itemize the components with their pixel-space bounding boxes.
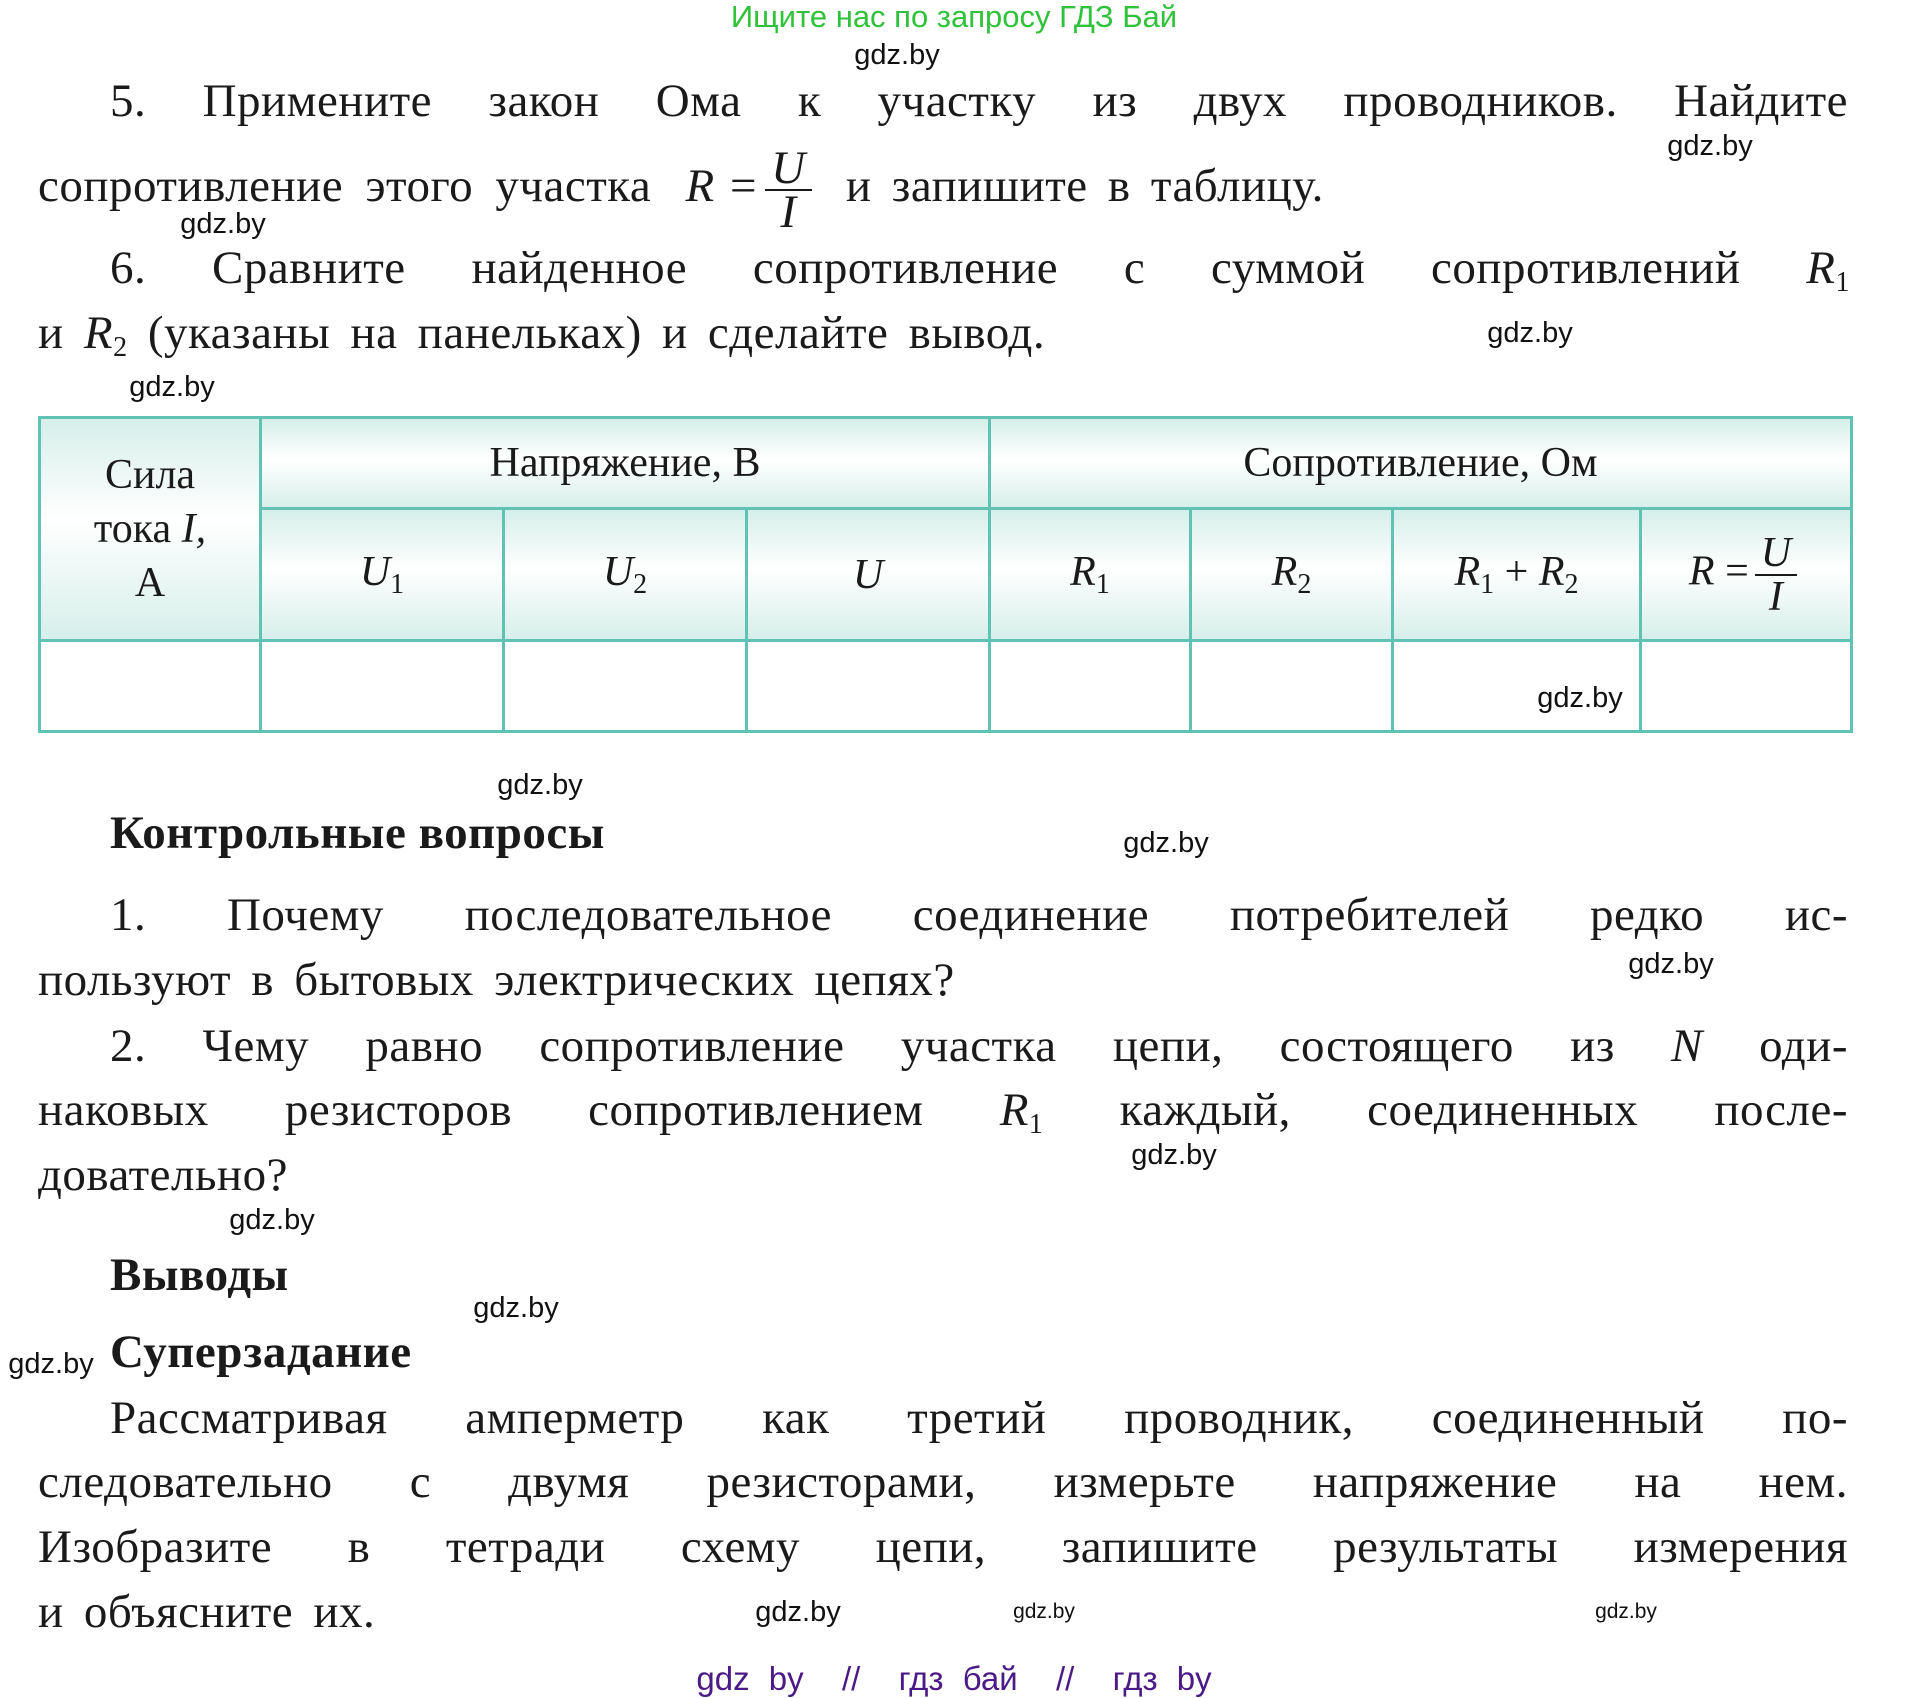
task6-line1 xyxy=(110,236,1850,300)
header-u1: $U_1$ xyxy=(261,509,504,641)
search-banner: Ищите нас по запросу ГДЗ Бай xyxy=(730,0,1178,34)
watermark: gdz.by xyxy=(8,1348,94,1380)
supertask-line1: Рассматривая амперметр как третий проводник, соединенный по- xyxy=(110,1392,1848,1444)
task6-line2 xyxy=(38,301,1848,365)
supertask-heading: Суперзадание xyxy=(110,1326,412,1378)
header-current: Сила тока I, A xyxy=(40,418,261,641)
task6-and: и xyxy=(38,307,64,359)
watermark: gdz.by xyxy=(1628,948,1714,980)
supertask-line2: следовательно с двумя резисторами, измерьте напряжение на нем. xyxy=(38,1456,1848,1508)
supertask-line3: Изобразите в тетради схему цепи, запишите результаты измерения xyxy=(38,1521,1848,1573)
supertask-line4: и объясните их. xyxy=(38,1586,376,1638)
q2-line1: 2. Чему равно сопротивление участка цепи, состоящего из N оди- xyxy=(110,1020,1849,1072)
cell-r2[interactable] xyxy=(1191,641,1393,732)
header-r1: $R_1$ xyxy=(990,509,1191,641)
cell-r-formula[interactable] xyxy=(1641,641,1852,732)
cell-u2[interactable] xyxy=(504,641,747,732)
header-r2: $R_2$ xyxy=(1191,509,1393,641)
r2-symbol: $R_2$ xyxy=(83,307,128,363)
watermark: gdz.by xyxy=(1595,1600,1657,1623)
q1-line2: пользуют в бытовых электрических цепях? xyxy=(38,954,955,1006)
r1-symbol: $R_1$ xyxy=(1806,242,1850,298)
cell-u[interactable] xyxy=(747,641,990,732)
header-r-sum: $R_1 + R_2$ xyxy=(1393,509,1641,641)
q1-line1: 1. Почему последовательное соединение потребителей редко ис- xyxy=(110,889,1848,941)
watermark: gdz.by xyxy=(1487,317,1573,349)
header-r-formula: R = $\frac{U}{I}$ xyxy=(1641,509,1852,641)
task5-text-b: и запишите в таблицу. xyxy=(845,159,1324,212)
task6-text: 6. Сравните найденное сопротивление с суммой сопротивлений xyxy=(110,242,1741,294)
task5-text-a: сопротивление этого участка xyxy=(38,159,652,212)
cell-current[interactable] xyxy=(40,641,261,732)
formula-fraction xyxy=(765,142,811,238)
q2-line2: наковых резисторов сопротивлением $R_1$ каждый, соединенных после- xyxy=(38,1084,1849,1140)
header-u: U xyxy=(747,509,990,641)
task5-line1: 5. Примените закон Ома к участку из двух проводников. Найдите xyxy=(110,75,1848,127)
watermark: gdz.by xyxy=(129,371,215,403)
cell-u1[interactable] xyxy=(261,641,504,732)
task6-text-b: (указаны на панельках) и сделайте вывод. xyxy=(147,307,1046,359)
watermark: gdz.by xyxy=(1537,682,1623,714)
cell-r1[interactable] xyxy=(990,641,1191,732)
watermark: gdz.by xyxy=(1667,130,1753,162)
header-voltage: Напряжение, В xyxy=(261,418,990,509)
q2-line3: довательно? xyxy=(38,1149,288,1201)
header-u2: $U_2$ xyxy=(504,509,747,641)
watermark: gdz.by xyxy=(1123,827,1209,859)
header-resistance: Сопротивление, Ом xyxy=(990,418,1852,509)
watermark: gdz.by xyxy=(229,1204,315,1236)
watermark: gdz.by xyxy=(1013,1600,1075,1623)
watermark: gdz.by xyxy=(755,1596,841,1628)
formula-lhs: R = xyxy=(685,159,760,212)
fraction-numerator: U xyxy=(765,147,811,191)
watermark: gdz.by xyxy=(473,1292,559,1324)
fraction-denominator: I xyxy=(780,186,797,238)
footer-links: gdz by // гдз бай // гдз by xyxy=(696,1660,1212,1697)
watermark: gdz.by xyxy=(180,208,266,240)
control-questions-heading: Контрольные вопросы xyxy=(110,807,605,859)
watermark: gdz.by xyxy=(497,769,583,801)
watermark: gdz.by xyxy=(854,39,940,71)
watermark: gdz.by xyxy=(1131,1139,1217,1171)
conclusions-heading: Выводы xyxy=(110,1249,289,1301)
